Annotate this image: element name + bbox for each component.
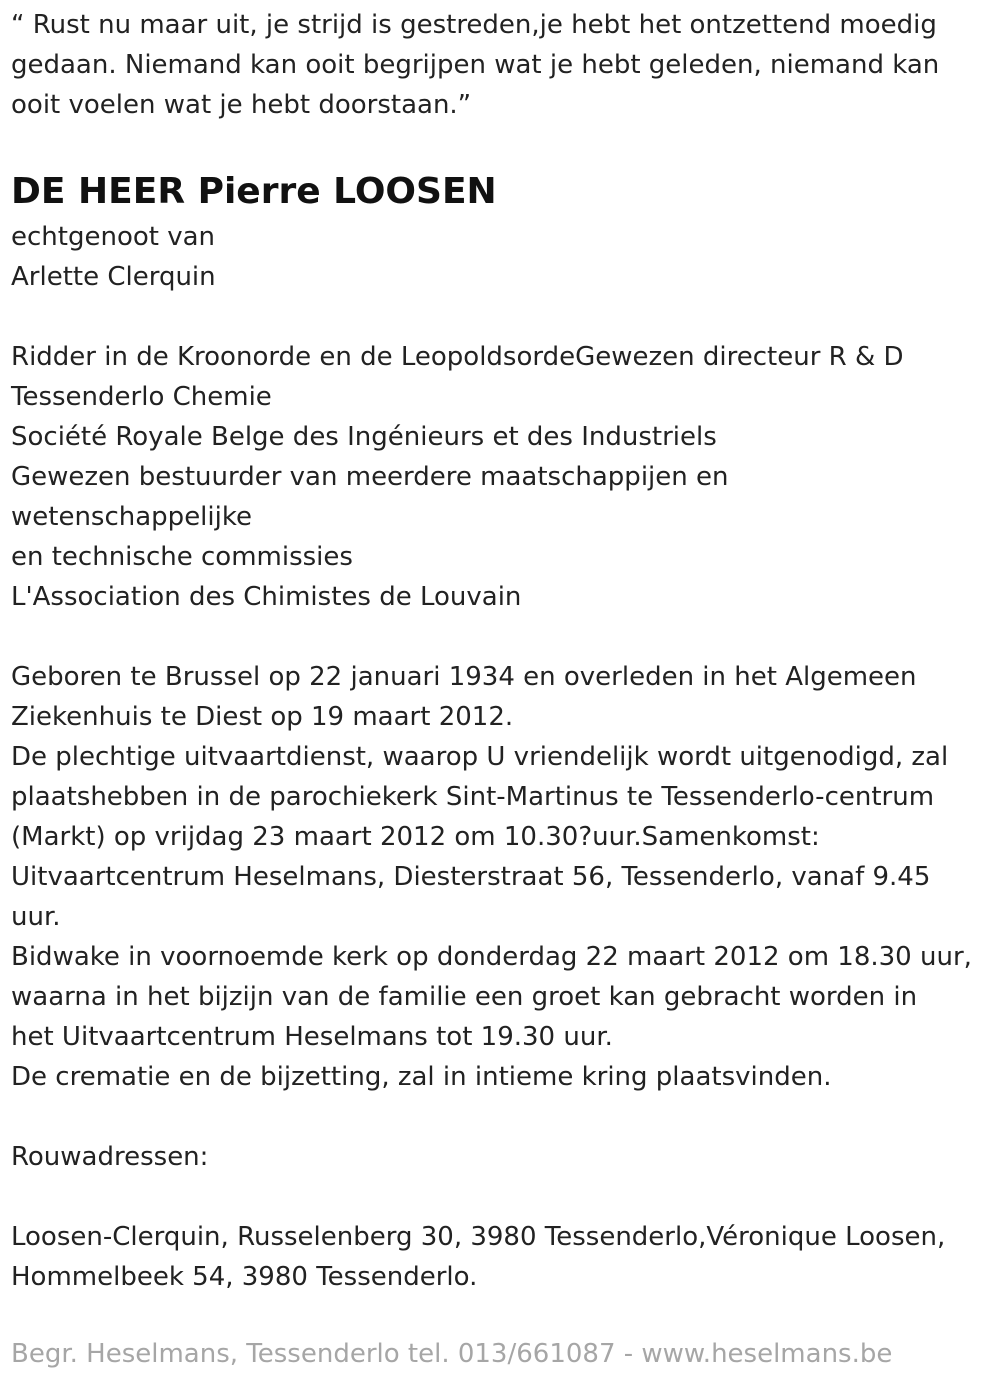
spouse-block	[11, 217, 989, 297]
title-line: Société Royale Belge des Ingénieurs et des Industriels	[11, 422, 717, 452]
quote-line: gedaan. Niemand kan ooit begrijpen wat je hebt geleden, niemand kan	[11, 50, 940, 80]
detail-line: Bidwake in voornoemde kerk op donderdag 22 maart 2012 om 18.30 uur,	[11, 942, 972, 972]
quote-line: ooit voelen wat je hebt doorstaan.”	[11, 90, 472, 120]
title-line: wetenschappelijke	[11, 502, 252, 532]
detail-line: Ziekenhuis te Diest op 19 maart 2012.	[11, 702, 514, 732]
title-line: en technische commissies	[11, 542, 353, 572]
deceased-name: DE HEER Pierre LOOSEN	[11, 171, 497, 212]
detail-line: De crematie en de bijzetting, zal in intieme kring plaatsvinden.	[11, 1062, 832, 1092]
opening-quote	[11, 5, 989, 125]
detail-line: De plechtige uitvaartdienst, waarop U vriendelijk wordt uitgenodigd, zal	[11, 742, 949, 772]
detail-line: Uitvaartcentrum Heselmans, Diesterstraat 56, Tessenderlo, vanaf 9.45	[11, 862, 931, 892]
addresses-block	[11, 1217, 989, 1297]
obituary-notice	[11, 0, 989, 1297]
title-line: Tessenderlo Chemie	[11, 382, 272, 412]
detail-line: plaatshebben in de parochiekerk Sint-Martinus te Tessenderlo-centrum	[11, 782, 935, 812]
addresses-heading: Rouwadressen:	[11, 1142, 209, 1172]
detail-line: het Uitvaartcentrum Heselmans tot 19.30 uur.	[11, 1022, 613, 1052]
title-line: Ridder in de Kroonorde en de LeopoldsordeGewezen directeur R & D	[11, 342, 904, 372]
detail-line: Geboren te Brussel op 22 januari 1934 en overleden in het Algemeen	[11, 662, 917, 692]
spacer	[11, 1097, 989, 1137]
address-line: Hommelbeek 54, 3980 Tessenderlo.	[11, 1262, 478, 1292]
spacer	[11, 297, 989, 337]
detail-line: uur.	[11, 902, 61, 932]
title-line: L'Association des Chimistes de Louvain	[11, 582, 522, 612]
detail-line: waarna in het bijzijn van de familie een groet kan gebracht worden in	[11, 982, 918, 1012]
detail-line: (Markt) op vrijdag 23 maart 2012 om 10.30?uur.Samenkomst:	[11, 822, 820, 852]
quote-line: “ Rust nu maar uit, je strijd is gestreden,je hebt het ontzettend moedig	[11, 10, 937, 40]
spouse-label: echtgenoot van	[11, 222, 216, 252]
funeral-home-footer: Begr. Heselmans, Tessenderlo tel. 013/661087 - www.heselmans.be	[11, 1339, 893, 1369]
spacer	[11, 1177, 989, 1217]
address-line: Loosen-Clerquin, Russelenberg 30, 3980 Tessenderlo,Véronique Loosen,	[11, 1222, 946, 1252]
title-line: Gewezen bestuurder van meerdere maatschappijen en	[11, 462, 729, 492]
spouse-name: Arlette Clerquin	[11, 262, 216, 292]
details-block	[11, 657, 989, 1097]
spacer	[11, 617, 989, 657]
titles-block	[11, 337, 989, 617]
